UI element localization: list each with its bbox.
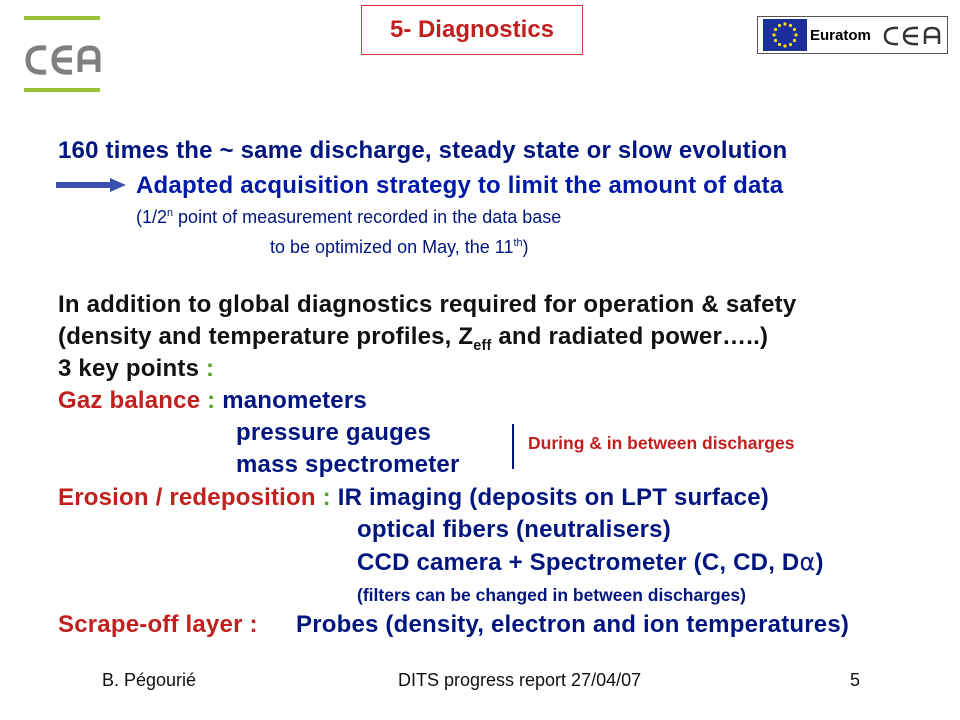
para1-line3-end: point of measurement recorded in the data base [173, 207, 562, 227]
right-arrow-icon [56, 178, 126, 192]
erosion-label: Erosion / redeposition [58, 484, 323, 511]
para2-line1: In addition to global diagnostics required for operation & safety [58, 291, 797, 318]
para1-line4 [270, 237, 529, 258]
footer-report: DITS progress report 27/04/07 [398, 670, 642, 690]
footer-author: B. Pégourié [102, 670, 197, 690]
erosion-item-ccd [357, 548, 824, 577]
gaz-balance-label: Gaz balance [58, 387, 208, 414]
alpha-symbol: α [799, 548, 816, 576]
superscript-n: n [167, 207, 174, 219]
gaz-item-mass-spectrometer: mass spectrometer [236, 451, 460, 478]
bracket-bar [512, 424, 514, 469]
erosion-item-fibers: optical fibers (neutralisers) [357, 516, 671, 543]
para1-line3-start: (1/2 [136, 207, 168, 227]
erosion-line [58, 484, 769, 512]
superscript-th: th [513, 237, 523, 249]
ccd-text: CCD camera + Spectrometer (C, CD, D [357, 549, 800, 576]
para1-line2: Adapted acquisition strategy to limit the amount of data [136, 172, 784, 199]
sol-line [58, 611, 258, 639]
key-points-line [58, 355, 214, 383]
tilde-symbol: ~ [219, 137, 234, 164]
slide-title-text: 5- Diagnostics [389, 16, 555, 43]
euratom-logo [757, 16, 948, 54]
euratom-label: Euratom [810, 27, 871, 44]
cea-small-icon [882, 24, 944, 48]
key-points-text: 3 key points [58, 355, 206, 382]
discharges-note: During & in between discharges [528, 433, 795, 453]
ccd-close: ) [815, 549, 824, 576]
para1-line1-end: same discharge, steady state or slow evolution [233, 137, 788, 164]
gaz-item-manometers: manometers [222, 387, 367, 414]
logo-bottom-line [24, 88, 100, 92]
para2-line2 [58, 323, 769, 354]
sol-item-probes: Probes (density, electron and ion temperatures) [296, 611, 850, 638]
erosion-colon: : [322, 484, 331, 511]
logo-top-line [24, 16, 100, 20]
sol-label: Scrape-off layer : [58, 611, 258, 638]
cea-logo [18, 10, 108, 100]
gaz-item-pressure-gauges: pressure gauges [236, 419, 432, 446]
para1-line1 [58, 137, 787, 165]
gaz-balance-line [58, 387, 367, 415]
slide-title [361, 5, 583, 55]
gaz-balance-colon: : [207, 387, 216, 414]
erosion-filters-note: (filters can be changed in between discharges) [357, 585, 746, 605]
para2-line2-start: (density and temperature profiles, Z [58, 323, 474, 350]
para2-line2-end: and radiated power…..) [491, 323, 769, 350]
para1-line4-start: to be optimized on May, the 11 [270, 237, 514, 257]
para1-line1-start: 160 times the [58, 137, 220, 164]
para1-line4-end: ) [522, 237, 529, 257]
erosion-item-ir: IR imaging (deposits on LPT surface) [337, 484, 769, 511]
subscript-eff: eff [473, 337, 492, 354]
key-points-colon: : [205, 355, 215, 382]
footer-page-number: 5 [850, 670, 861, 690]
para1-line3 [136, 207, 561, 228]
cea-wordmark-icon [24, 40, 102, 80]
eu-flag-icon [763, 19, 807, 51]
